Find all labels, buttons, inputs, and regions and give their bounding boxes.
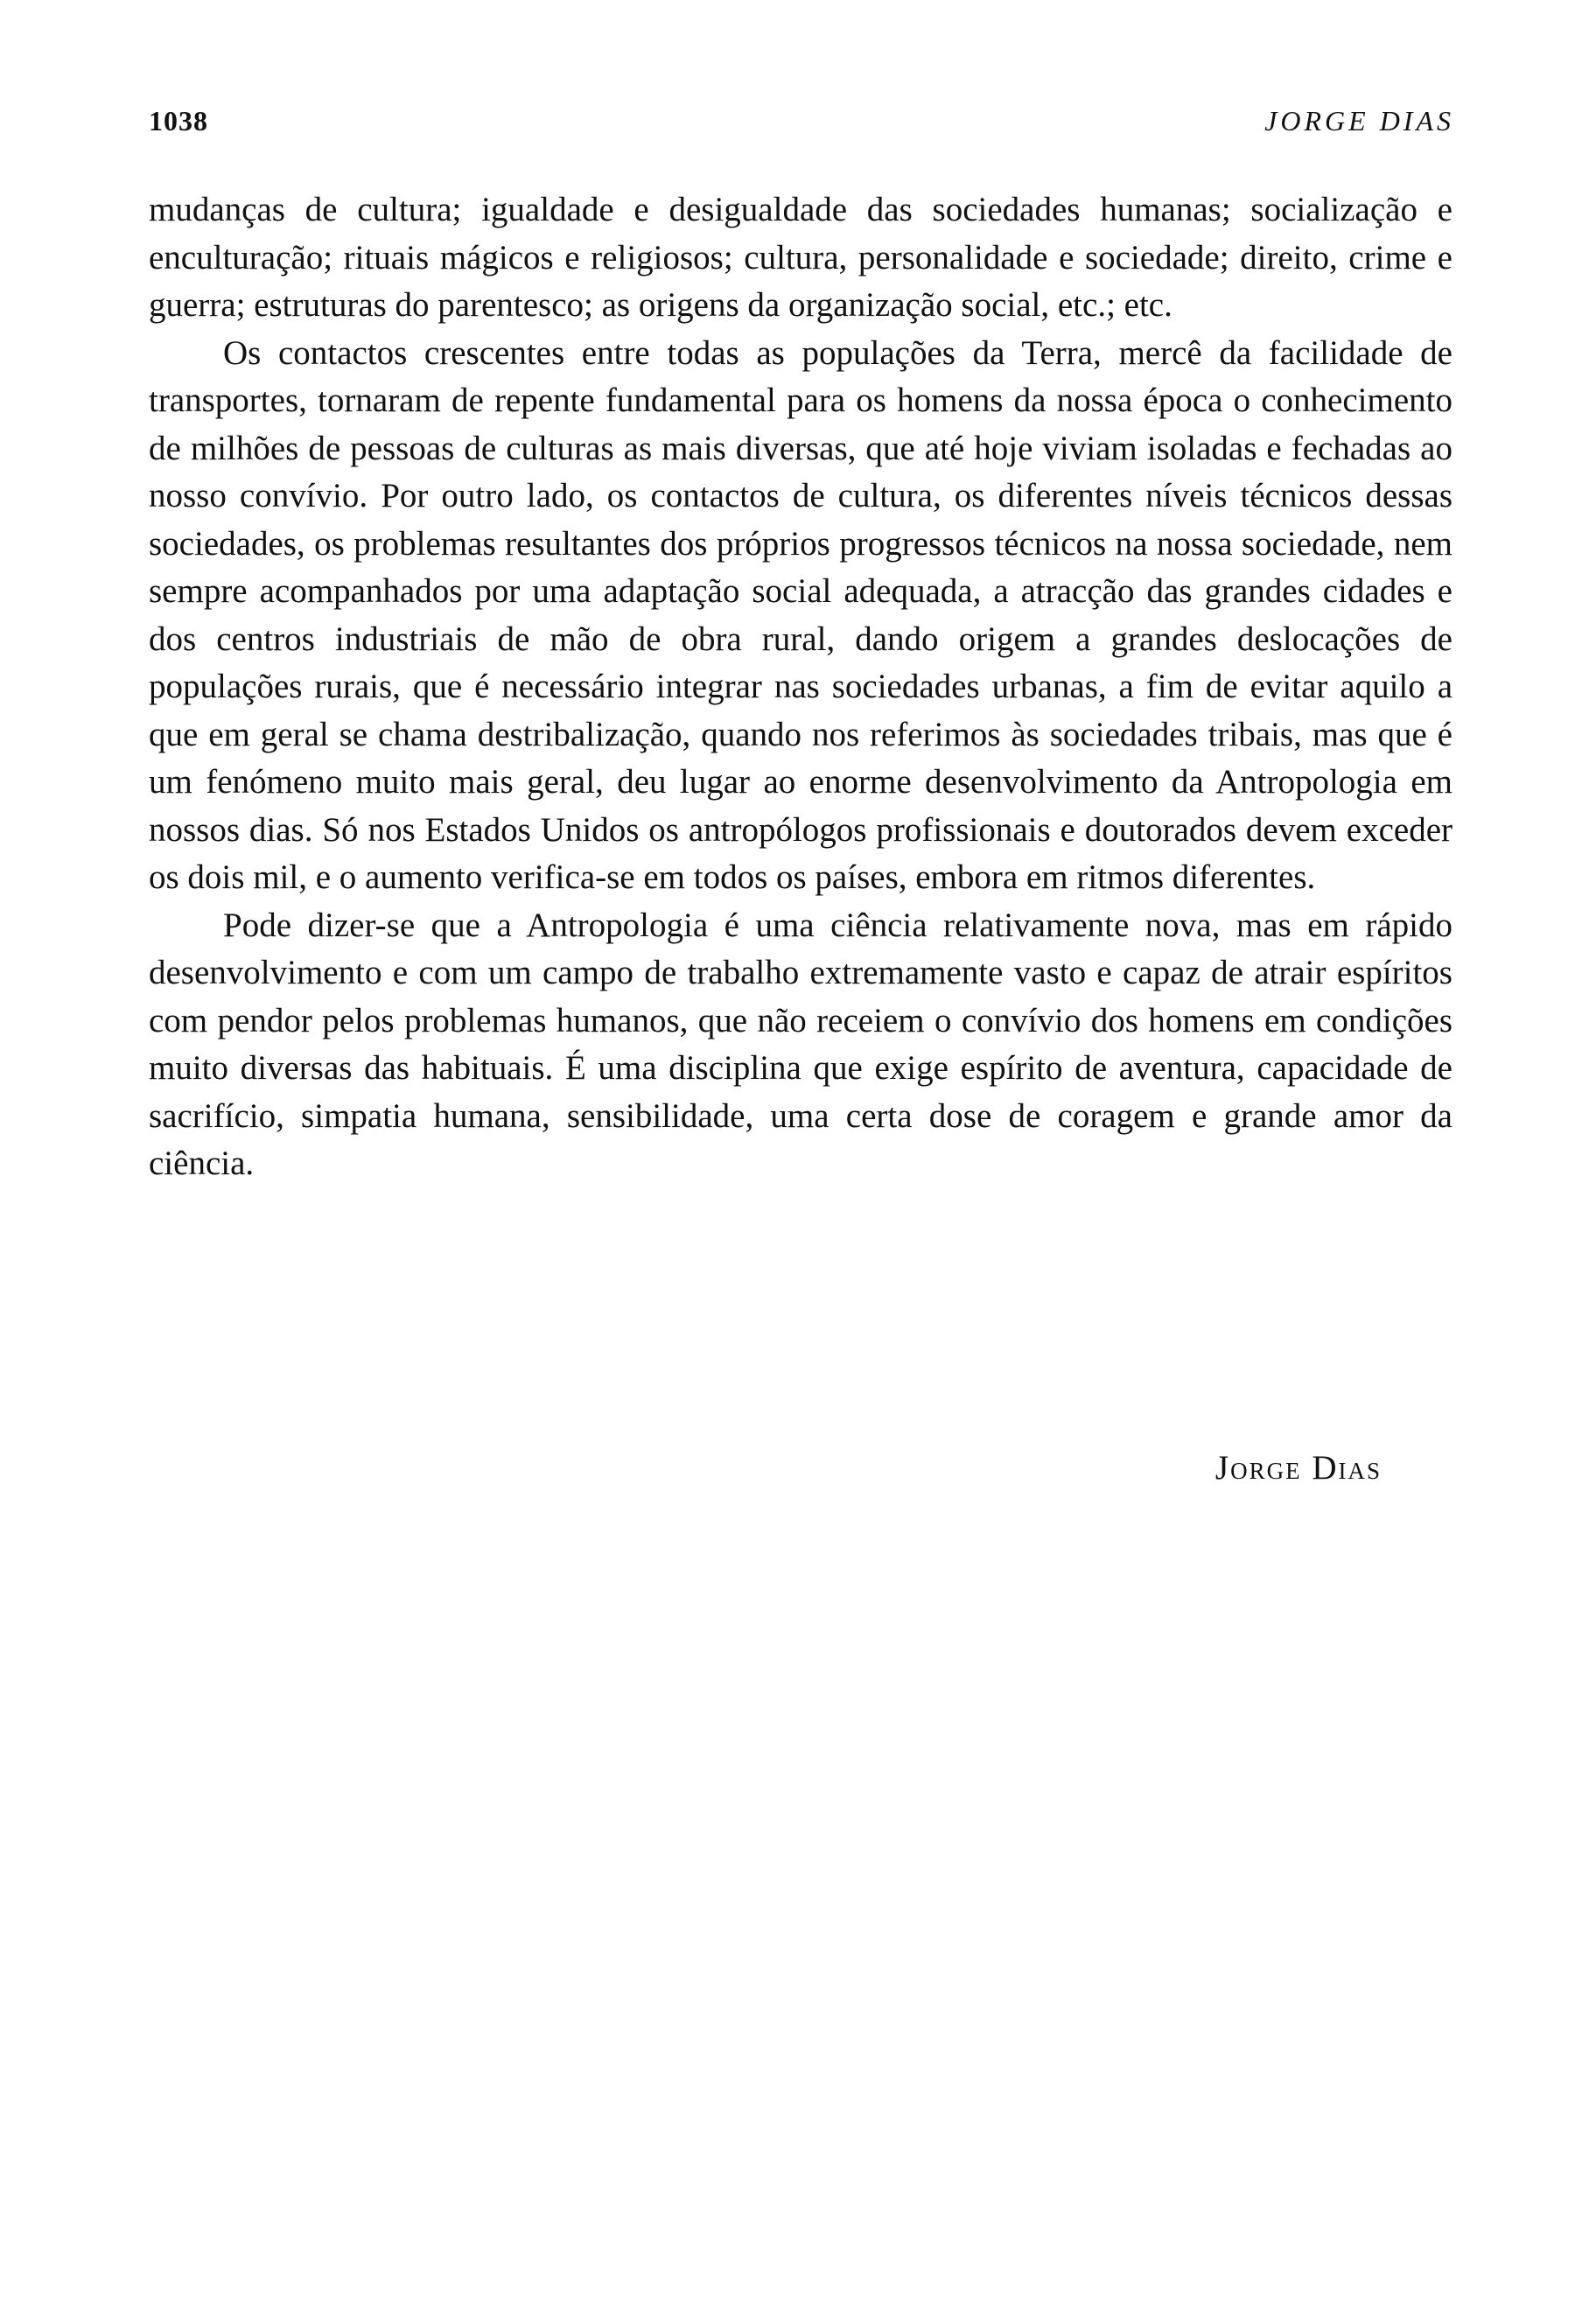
body-text — [149, 186, 1452, 1188]
paragraph-contacts: Os contactos crescentes entre todas as populações da Terra, mercê da facilidade de transportes, tornaram de repente fundamental para os homens da nossa época o conhecimento de milhões de pessoas de culturas as mais diversas, que até hoje viviam isoladas e fechadas ao nosso convívio. Por outro lado, os contactos de cultura, os diferentes níveis técnicos dessas sociedades, os problemas resultantes dos próprios progressos técnicos na nossa sociedade, nem sempre acompanhados por uma adaptação social adequada, a atracção das grandes cidades e dos centros industriais de mão de obra rural, dando origem a grandes deslocações de populações rurais, que é necessário integrar nas sociedades urbanas, a fim de evitar aquilo a que em geral se chama destribalização, quando nos referimos às sociedades tribais, mas que é um fenómeno muito mais geral, deu lugar ao enorme desenvolvimento da Antropologia em nossos dias. Só nos Estados Unidos os antropólogos profissionais e doutorados devem exceder os dois mil, e o aumento verifica-se em todos os países, embora em ritmos diferentes. — [149, 333, 1452, 896]
paragraph-continuation: mudanças de cultura; igualdade e desigualdade das sociedades humanas; socialização e enculturação; rituais mágicos e religiosos; cultura, personalidade e sociedade; direito, crime e guerra; estruturas do parentesco; as origens da organização social, etc.; etc. — [149, 191, 1452, 324]
author-signature: Jorge Dias — [1214, 1449, 1382, 1487]
running-header — [149, 105, 1454, 149]
paragraph-anthropology: Pode dizer-se que a Antropologia é uma ciência relativamente nova, mas em rápido desenvolvimento e com um campo de trabalho extremamente vasto e capaz de atrair espíritos com pendor pelos problemas humanos, que não receiem o convívio dos homens em condições muito diversas das habituais. É uma disciplina que exige espírito de aventura, capacidade de sacrifício, simpatia humana, sensibilidade, uma certa dose de coragem e grande amor da ciência. — [149, 906, 1452, 1182]
page-number: 1038 — [149, 105, 208, 136]
running-title: JORGE DIAS — [1264, 105, 1454, 136]
